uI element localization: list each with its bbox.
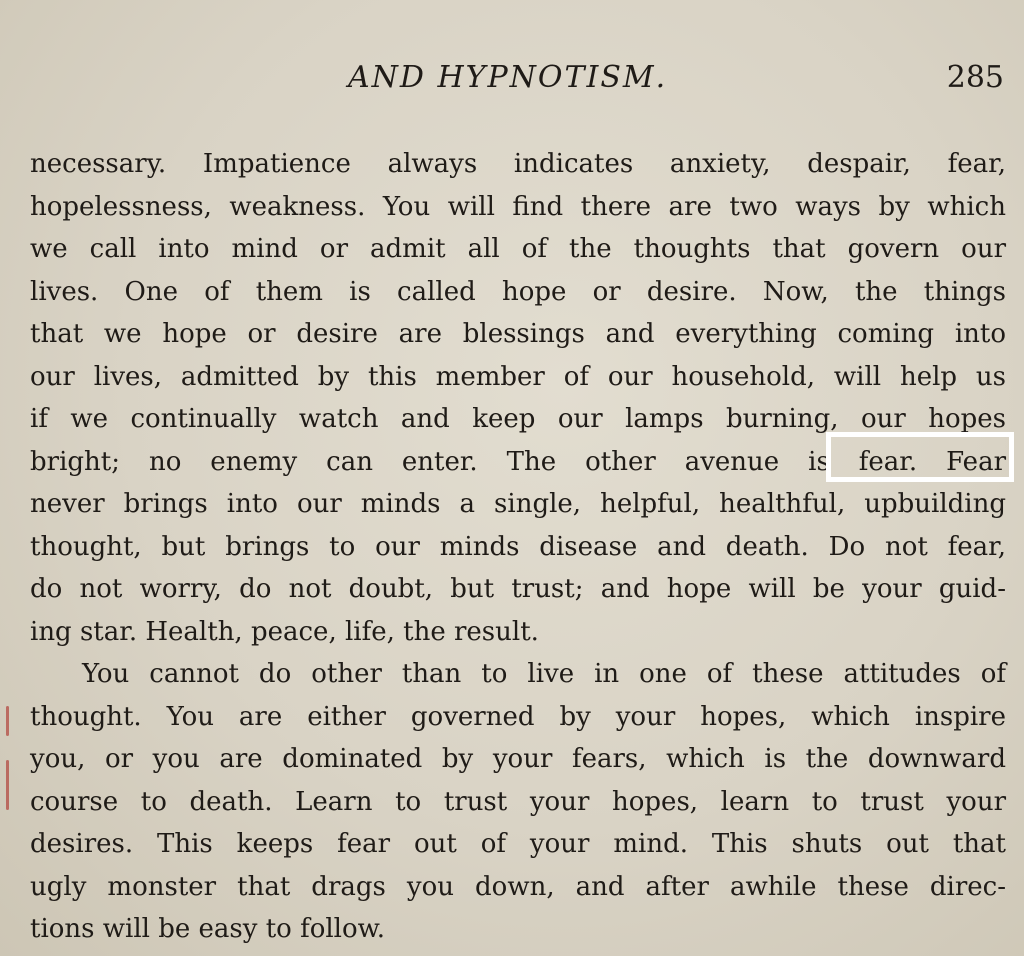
running-title: AND HYPNOTISM. <box>348 60 668 95</box>
text-line: our lives, admitted by this member of our household, will help us <box>30 361 1006 392</box>
text-line: that we hope or desire are blessings and everything coming into <box>30 319 1006 349</box>
text-line: desires. This keeps fear out of your mind. This shuts out that <box>30 829 1006 859</box>
margin-mark <box>6 760 9 810</box>
text-line: lives. One of them is called hope or desire. Now, the things <box>30 276 1006 307</box>
text-line: tions will be easy to follow. <box>30 914 386 944</box>
text-line: do not worry, do not doubt, but trust; and hope will be your guid- <box>30 574 1006 604</box>
text-line: hopelessness, weakness. You will find there are two ways by which <box>30 191 1006 222</box>
text-line: ing star. Health, peace, life, the result. <box>30 616 539 647</box>
text-line: we call into mind or admit all of the thoughts that govern our <box>30 234 1006 264</box>
text-line: You cannot do other than to live in one of these attitudes of <box>82 659 1006 689</box>
text-line: never brings into our minds a single, helpful, healthful, upbuilding <box>30 489 1006 519</box>
page-number: 285 <box>946 60 1004 95</box>
text-line: course to death. Learn to trust your hopes, learn to trust your <box>30 786 1006 817</box>
text-line: thought. You are either governed by your hopes, which inspire <box>30 701 1006 732</box>
text-line: necessary. Impatience always indicates anxiety, despair, fear, <box>30 149 1006 179</box>
text-line: if we continually watch and keep our lamps burning, our hopes <box>30 404 1006 434</box>
running-head <box>0 60 1024 104</box>
text-line: thought, but brings to our minds disease and death. Do not fear, <box>30 531 1006 562</box>
text-line: bright; no enemy can enter. The other avenue is fear. Fear <box>30 446 1006 477</box>
text-line: you, or you are dominated by your fears, which is the downward <box>30 744 1006 774</box>
margin-mark <box>6 706 9 736</box>
text-line: ugly monster that drags you down, and after awhile these direc- <box>30 871 1006 902</box>
highlight-box <box>826 432 1014 482</box>
body-text <box>30 143 1006 951</box>
